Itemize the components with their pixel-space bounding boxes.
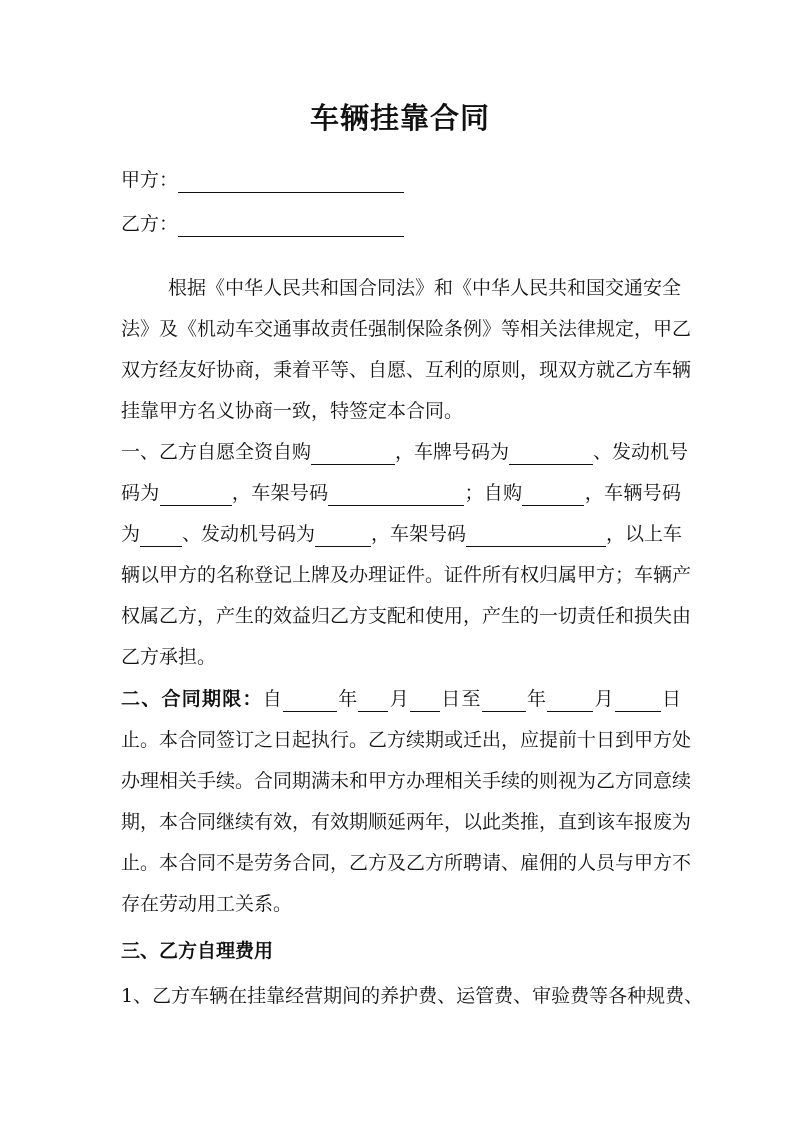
clause2-text: 月 bbox=[388, 688, 410, 710]
clause2-text: 年 bbox=[336, 688, 359, 710]
clause1-text: ，以上车 bbox=[606, 523, 683, 545]
clause2-text: 日至 bbox=[439, 688, 482, 710]
clause1-text: ，车架号码 bbox=[371, 523, 467, 545]
preamble-line: 挂靠甲方名义协商一致，特签定本合同。 bbox=[121, 400, 464, 422]
clause3-heading: 三、乙方自理费用 bbox=[121, 940, 274, 962]
party-a-blank[interactable] bbox=[178, 172, 404, 193]
clause1-text: 、发动机号码为 bbox=[182, 523, 316, 545]
clause1-text: ；自购 bbox=[464, 482, 523, 504]
clause1-frame2-blank[interactable] bbox=[466, 526, 606, 547]
clause1-line bbox=[121, 480, 681, 506]
clause1-engine2-blank[interactable] bbox=[315, 526, 371, 547]
clause1-vehicle-no-blank[interactable] bbox=[140, 526, 182, 547]
clause1-text: ，车辆号码 bbox=[584, 482, 681, 504]
clause2-line bbox=[121, 686, 681, 712]
clause2-line: 期，本合同继续有效，有效期顺延两年，以此类推，直到该车报废为 bbox=[121, 811, 692, 833]
clause1-text: ，车牌号码为 bbox=[395, 441, 510, 463]
clause1-purchase2-blank[interactable] bbox=[522, 485, 584, 506]
clause1-line bbox=[121, 439, 689, 465]
clause2-line: 办理相关手续。合同期满未和甲方办理相关手续的则视为乙方同意续 bbox=[121, 770, 692, 792]
preamble-line: 双方经友好协商，秉着平等、自愿、互利的原则，现双方就乙方车辆 bbox=[121, 359, 692, 381]
end-month-blank[interactable] bbox=[547, 691, 593, 712]
preamble-line: 法》及《机动车交通事故责任强制保险条例》等相关法律规定，甲乙 bbox=[121, 318, 692, 340]
end-year-blank[interactable] bbox=[482, 691, 526, 712]
preamble-line: 根据《中华人民共和国合同法》和《中华人民共和国交通安全 bbox=[168, 277, 682, 299]
document-title: 车辆挂靠合同 bbox=[309, 101, 490, 135]
clause3-line: 1、乙方车辆在挂靠经营期间的养护费、运管费、审验费等各种规费、 bbox=[121, 985, 704, 1007]
clause1-purchase-blank[interactable] bbox=[311, 444, 395, 465]
clause1-line: 乙方承担。 bbox=[121, 646, 217, 668]
clause2-text: 月 bbox=[593, 688, 615, 710]
clause2-line: 止。本合同不是劳务合同，乙方及乙方所聘请、雇佣的人员与甲方不 bbox=[121, 852, 692, 874]
clause1-text: 一、乙方自愿全资自购 bbox=[121, 441, 312, 463]
clause1-line: 权属乙方，产生的效益归乙方支配和使用，产生的一切责任和损失由 bbox=[121, 605, 692, 627]
party-a-label: 甲方： bbox=[121, 169, 179, 191]
clause2-text: 自 bbox=[262, 688, 283, 710]
clause1-text: 为 bbox=[121, 523, 141, 545]
clause2-text: 年 bbox=[525, 688, 548, 710]
party-b-blank[interactable] bbox=[178, 216, 404, 237]
end-day-blank[interactable] bbox=[615, 691, 661, 712]
clause2-heading: 二、合同期限： bbox=[121, 688, 263, 710]
clause1-frame-blank[interactable] bbox=[328, 485, 464, 506]
party-a-field bbox=[121, 167, 404, 193]
start-month-blank[interactable] bbox=[358, 691, 388, 712]
clause2-line: 存在劳动用工关系。 bbox=[121, 893, 293, 915]
clause1-line bbox=[121, 521, 681, 547]
clause1-line: 辆以甲方的名称登记上牌及办理证件。证件所有权归属甲方；车辆产 bbox=[121, 564, 692, 586]
party-b-field bbox=[121, 211, 404, 237]
clause1-engine-blank[interactable] bbox=[160, 485, 232, 506]
start-day-blank[interactable] bbox=[410, 691, 440, 712]
clause2-line: 止。本合同签订之日起执行。乙方续期或迁出，应提前十日到甲方处 bbox=[121, 729, 692, 751]
clause2-text: 日 bbox=[660, 688, 681, 710]
clause1-text: ，车架号码 bbox=[231, 482, 329, 504]
clause1-text: 、发动机号 bbox=[593, 441, 689, 463]
start-year-blank[interactable] bbox=[283, 691, 337, 712]
clause1-text: 码为 bbox=[121, 482, 160, 504]
party-b-label: 乙方： bbox=[121, 213, 179, 235]
clause1-plate-blank[interactable] bbox=[509, 444, 593, 465]
